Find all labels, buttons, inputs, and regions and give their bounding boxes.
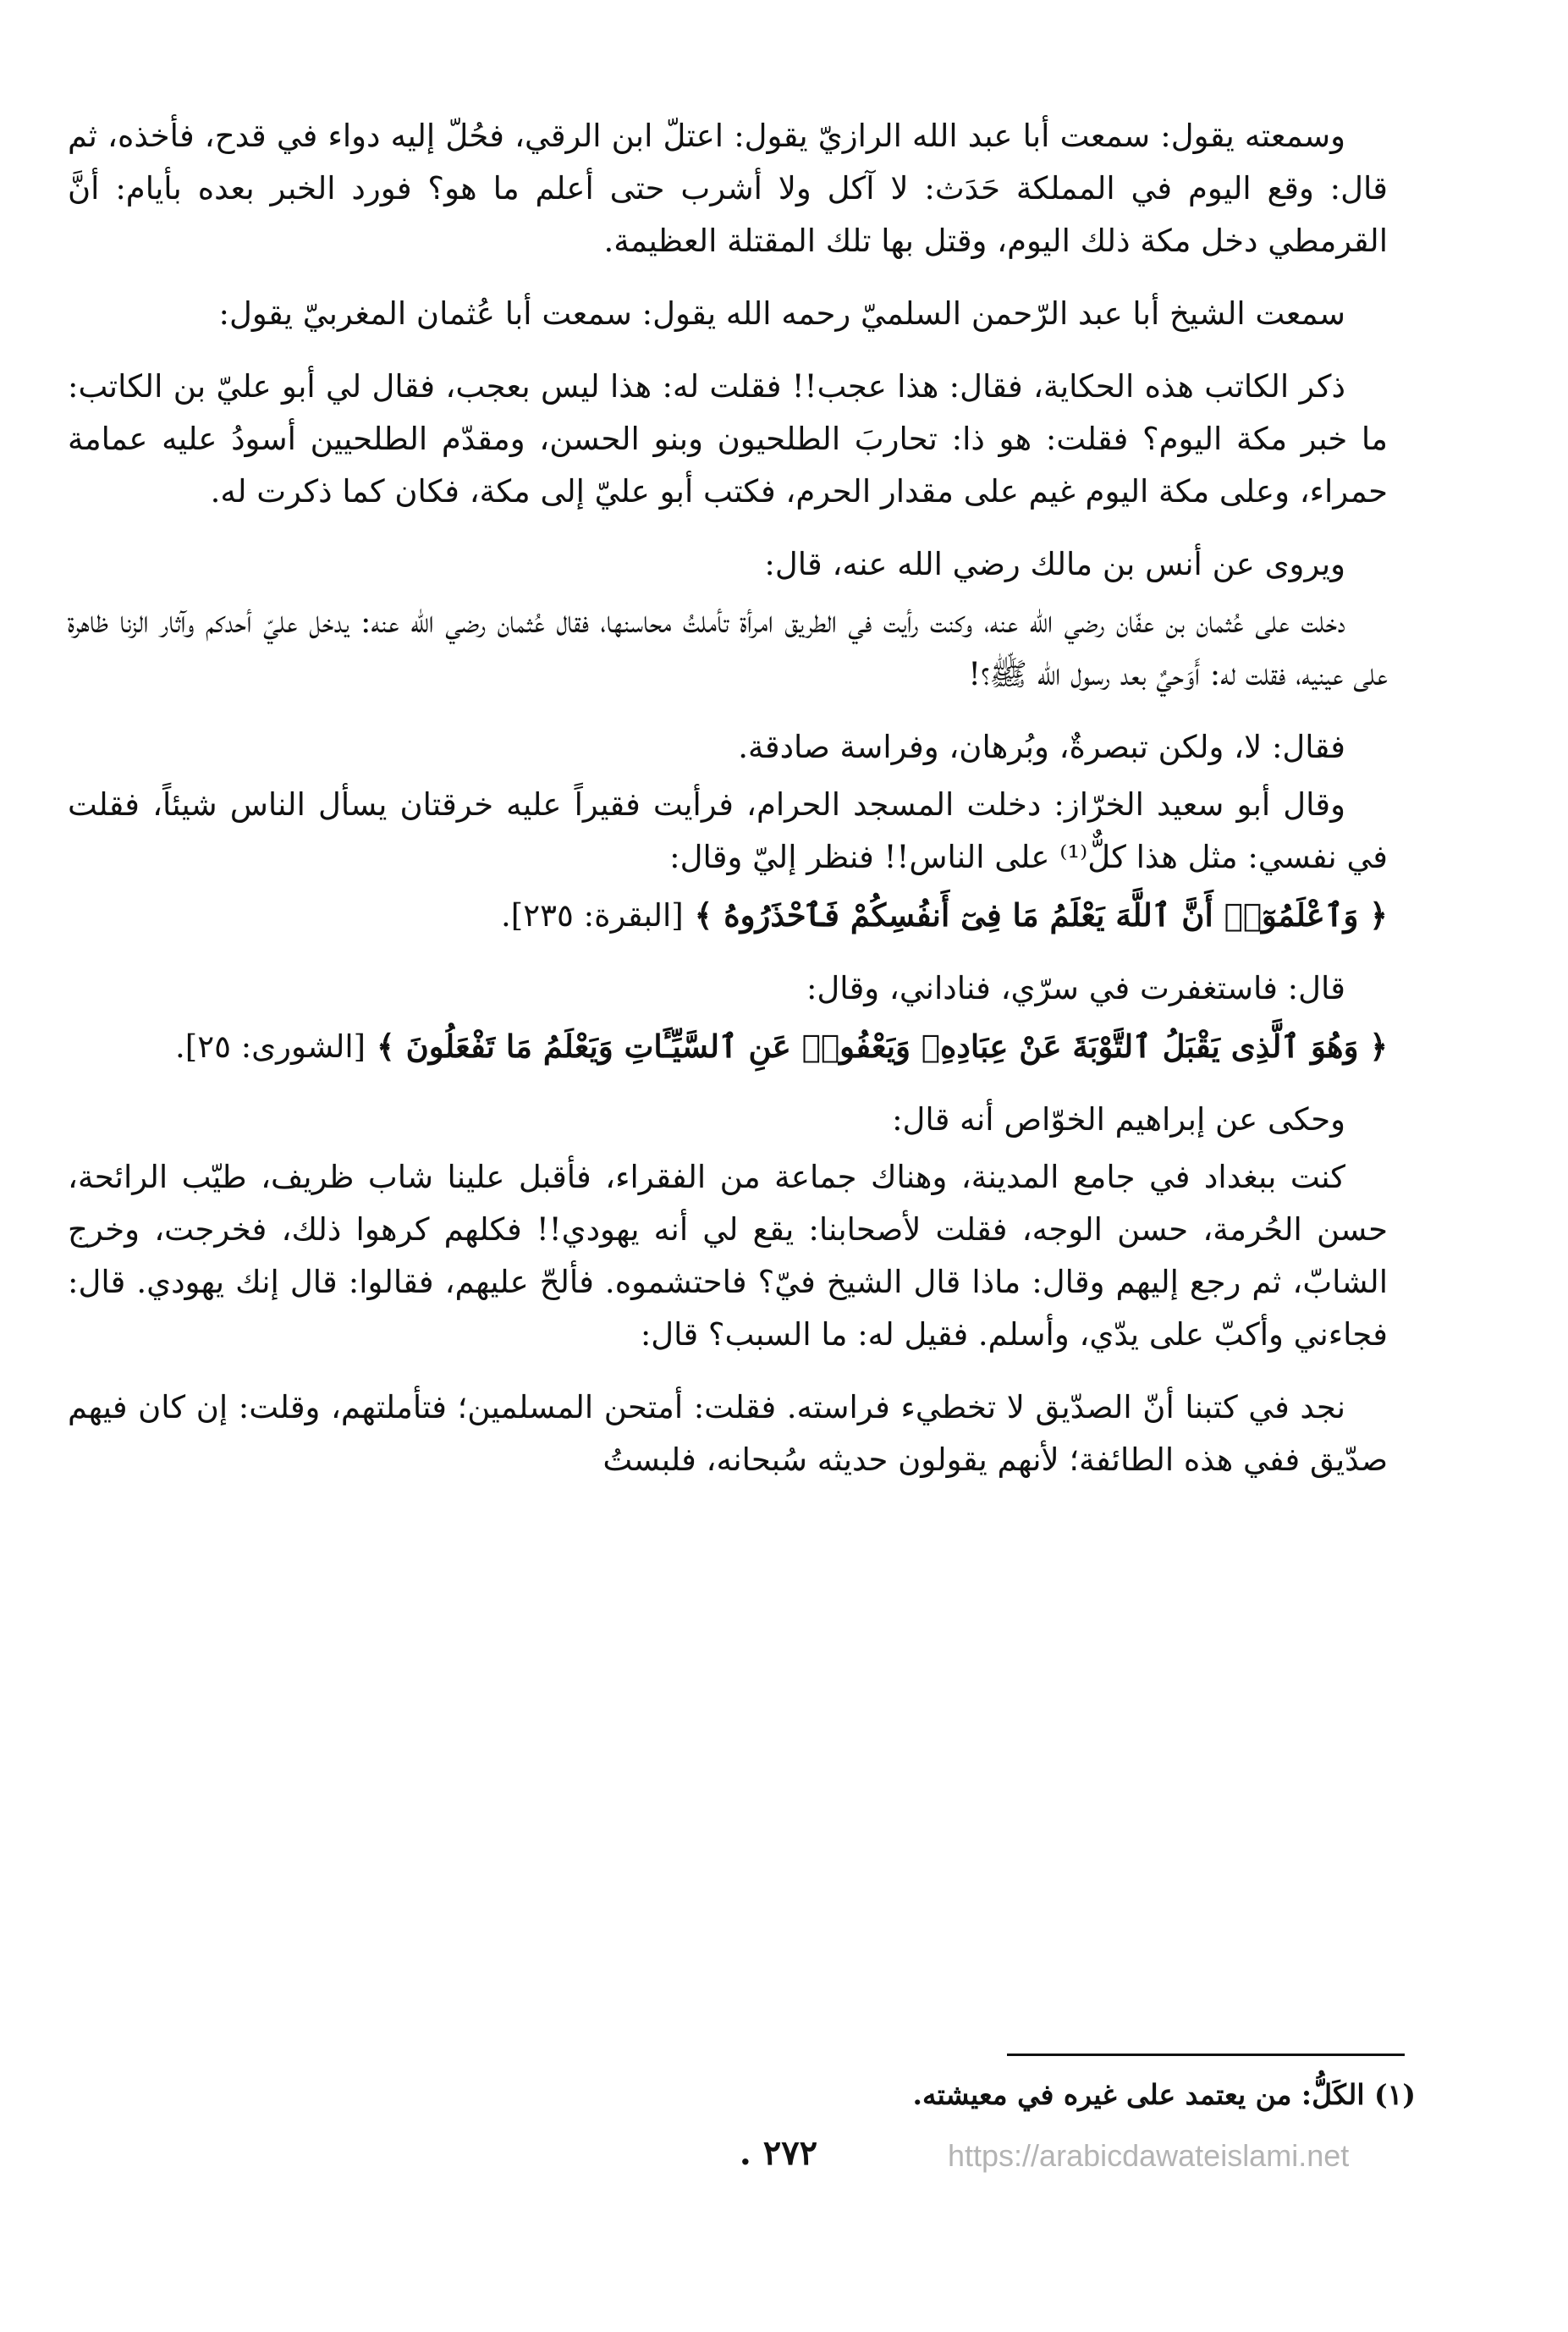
paragraph-katib-story: ذكر الكاتب هذه الحكاية، فقال: هذا عجب!! فقلت له: هذا ليس بعجب، فقال لي أبو عليّ بن الكاتب: ما خبر مكة اليوم؟ فقلت: هو ذا: تحاربَ الطلحيون وبنو الحسن، ومقدّم الطلحيين أسودُ عليه عمامة حمراء، وعلى مكة اليوم غيم على مقدار الحرم، فكتب أبو عليّ إلى مكة، فكان كما ذكرت له. (68, 368, 1388, 510)
page-number: ٢٧٢ . (739, 2133, 818, 2173)
paragraph-istighfar: قال: فاستغفرت في سرّي، فناداني، وقال: (806, 970, 1345, 1006)
quran-verse-shura (68, 1020, 1388, 1073)
quran-verse-baqara (68, 889, 1388, 942)
paragraph-khawwas-intro: وحكى عن إبراهيم الخوّاص أنه قال: (892, 1101, 1345, 1138)
paragraph-siddiq: نجد في كتبنا أنّ الصدّيق لا تخطيء فراسته. فقلت: أمتحن المسلمين؛ فتأملتهم، وقلت: إن كان فيهم صدّيق ففي هذه الطائفة؛ لأنهم يقولون حديثه سُبحانه، فلبستُ (68, 1389, 1388, 1478)
verse-text: ﴿ وَهُوَ ٱلَّذِى يَقْبَلُ ٱلتَّوْبَةَ عَنْ عِبَادِهِۦ وَيَعْفُوا۟ عَنِ ٱلسَّيِّـَٔاتِ وَيَعْلَمُ مَا تَفْعَلُونَ ﴾ (377, 1028, 1388, 1065)
paragraph-anas-intro: ويروى عن أنس بن مالك رضي الله عنه، قال: (764, 546, 1345, 582)
paragraph-razi-story: وسمعته يقول: سمعت أبا عبد الله الرازيّ يقول: اعتلّ ابن الرقي، فحُلّ إليه دواء في قدح، فأخذه، ثم قال: وقع اليوم في المملكة حَدَث: لا آكل ولا أشرب حتى أعلم ما هو؟ فورد الخبر بعده بأيام: أنَّ القرمطي دخل مكة ذلك اليوم، وقتل بها تلك المقتلة العظيمة. (68, 118, 1388, 259)
footnote-divider (1007, 2054, 1405, 2056)
paragraph-kharraz-story: وقال أبو سعيد الخرّاز: دخلت المسجد الحرام، فرأيت فقيراً عليه خرقتان يسأل الناس شيئاً، فقلت في نفسي: مثل هذا كلٌّ⁽¹⁾ على الناس!! فنظر إليّ وقال: (68, 786, 1388, 875)
verse-reference: [الشورى: ٢٥]. (175, 1028, 366, 1065)
paragraph-uthman-story: دخلت على عُثمان بن عفّان رضي الله عنه، وكنت رأيت في الطريق امرأة تأملتُ محاسنها، فقال عُثمان رضي الله عنه: يدخل عليّ أحدكم وآثار الزنا ظاهرة على عينيه، فقلت له: أَوَحيٌ بعد رسول الله ﷺ؟! (68, 604, 1388, 692)
paragraph-sulami-isnad: سمعت الشيخ أبا عبد الرّحمن السلميّ رحمه الله يقول: سمعت أبا عُثمان المغربيّ يقول: (218, 295, 1345, 332)
footnote: (١) الكَلُّ: من يعتمد على غيره في معيشته. (912, 2078, 1416, 2111)
paragraph-uthman-reply: فقال: لا، ولكن تبصرةٌ، وبُرهان، وفراسة صادقة. (738, 729, 1345, 765)
verse-text: ﴿ وَٱعْلَمُوٓا۟ أَنَّ ٱللَّهَ يَعْلَمُ مَا فِىٓ أَنفُسِكُمْ فَٱحْذَرُوهُ ﴾ (694, 896, 1388, 934)
paragraph-baghdad-story: كنت ببغداد في جامع المدينة، وهناك جماعة من الفقراء، فأقبل علينا شاب ظريف، طيّب الرائحة، حسن الحُرمة، حسن الوجه، فقلت لأصحابنا: يقع لي أنه يهودي!! فكلهم كرهوا ذلك، فخرجت، وخرج الشابّ، ثم رجع إليهم وقال: ماذا قال الشيخ فيّ؟ فاحتشموه. فألحّ عليهم، فقالوا: قال إنك يهودي. قال: فجاءني وأكبّ على يدّي، وأسلم. فقيل له: ما السبب؟ قال: (68, 1159, 1388, 1353)
verse-reference: [البقرة: ٢٣٥]. (501, 897, 684, 934)
watermark-url: https://arabicdawateislami.net (948, 2138, 1350, 2173)
page-body (68, 110, 1388, 1507)
